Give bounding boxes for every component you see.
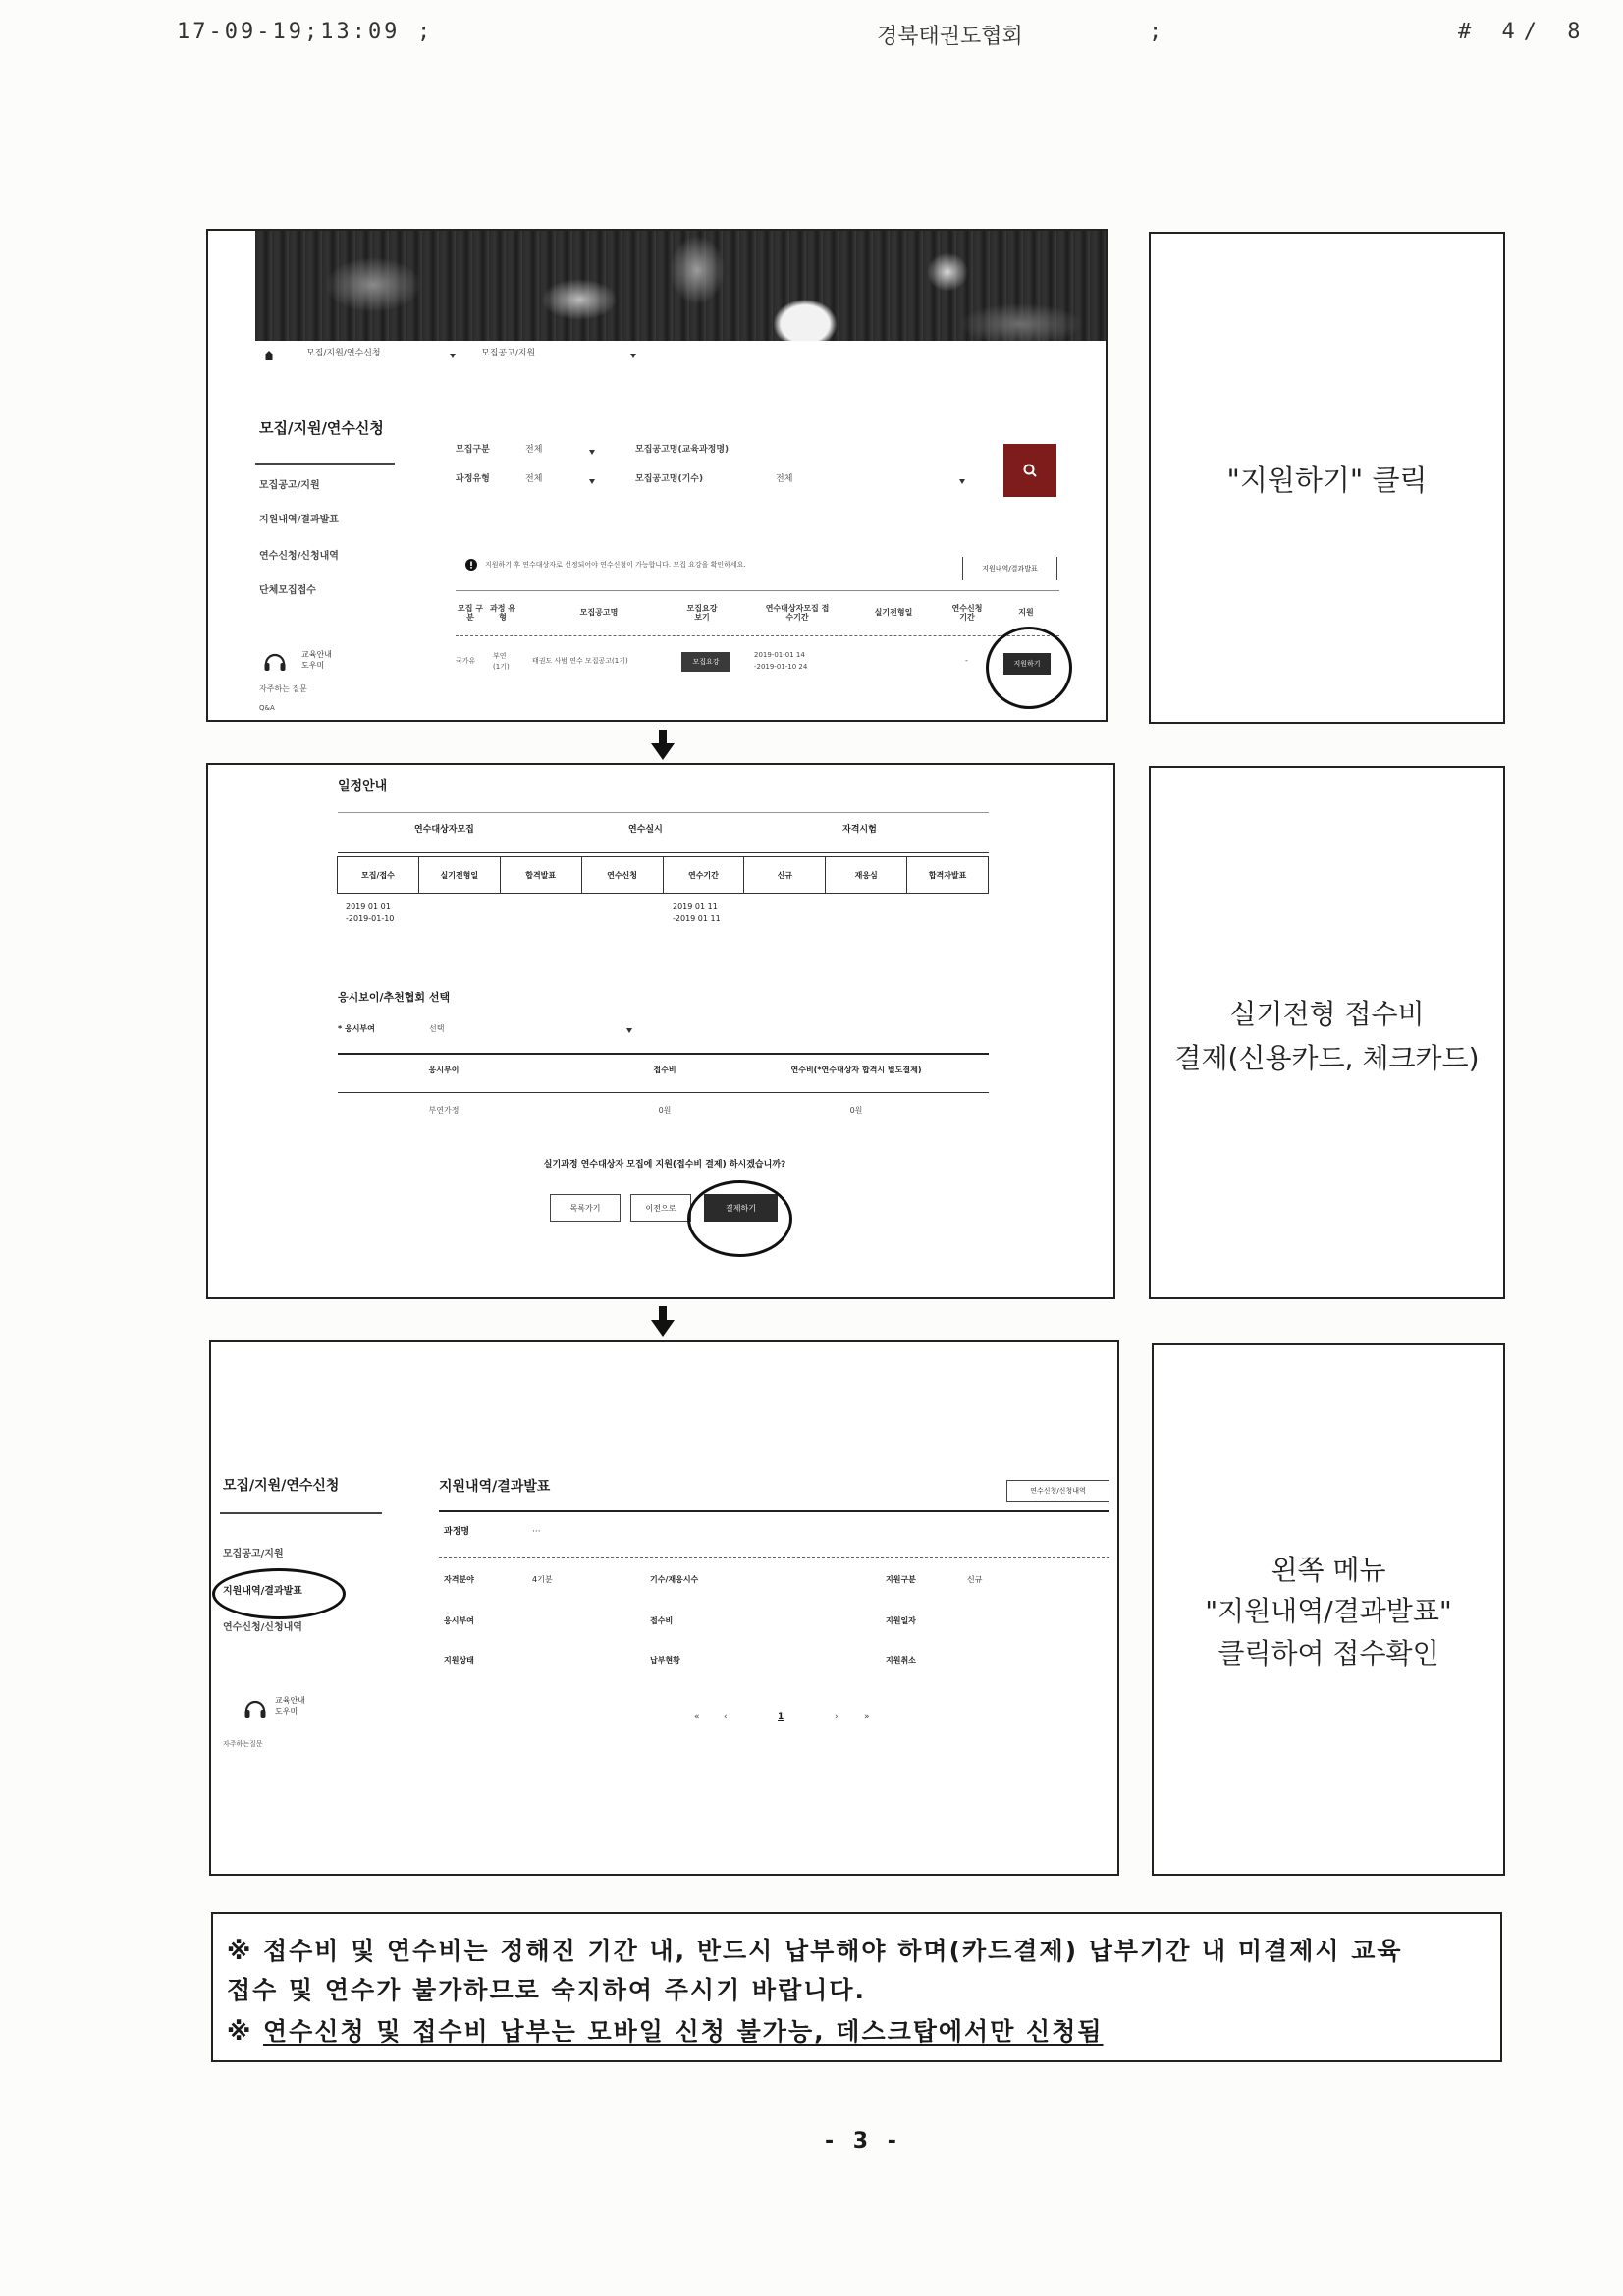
fee-header-fee: 접수비 xyxy=(653,1066,676,1074)
th-apply: 지원 xyxy=(1018,608,1034,618)
guide-button[interactable]: 모집요강 xyxy=(681,652,730,672)
col-new: 신규 xyxy=(743,856,826,894)
fee-header-training: 연수비(*연수대상자 합격시 별도결제) xyxy=(790,1066,922,1074)
row-period: 2019-01-01 14 xyxy=(754,651,805,659)
step2-caption-line: 결제(신용카드, 체크카드) xyxy=(1174,1042,1480,1074)
chevron-down-icon[interactable] xyxy=(589,450,595,455)
title-rule xyxy=(439,1510,1109,1512)
help-label[interactable]: 도우미 xyxy=(275,1707,298,1716)
th-apply-period: 연수신청 기간 xyxy=(951,603,983,622)
history-button[interactable]: 지원내역/결과발표 xyxy=(962,557,1057,580)
row-period: -2019-01-10 24 xyxy=(754,663,808,671)
table-top-rule xyxy=(456,590,1059,591)
type-label: 모집구분 xyxy=(456,445,490,455)
page-number: - 3 - xyxy=(825,2129,902,2154)
group-rule xyxy=(338,852,989,853)
notice-underlined: 연수신청 및 접수비 납부는 모바일 신청 불가능, 데스크탑에서만 신청됨 xyxy=(263,2017,1104,2046)
highlight-circle xyxy=(212,1568,346,1619)
notice-box xyxy=(211,1912,1502,2062)
sidebar-title: 모집/지원/연수신청 xyxy=(259,419,384,437)
breadcrumb-level1[interactable]: 모집/지원/연수신청 xyxy=(306,349,381,358)
faq-link[interactable]: 자주하는질문 xyxy=(223,1740,263,1748)
prev-button[interactable]: 이전으로 xyxy=(630,1194,691,1222)
page-next[interactable]: › xyxy=(835,1712,839,1722)
row-title[interactable]: 태권도 사범 연수 모집공고(1기) xyxy=(532,657,628,665)
fax-sender: 경북태권도협회 xyxy=(877,25,1023,49)
arrow-down-icon xyxy=(650,730,676,761)
help-label[interactable]: 교육안내 xyxy=(301,650,332,659)
schedule-title: 일정안내 xyxy=(338,779,388,793)
notice-line: 접수 및 연수가 불가하므로 숙지하여 주시기 바랍니다. xyxy=(227,1976,867,2004)
sidebar-item-training[interactable]: 연수신청/신청내역 xyxy=(223,1622,302,1633)
round-label: 모집공고명(기수) xyxy=(635,474,704,484)
page-first[interactable]: « xyxy=(694,1712,700,1722)
page-prev[interactable]: ‹ xyxy=(724,1712,728,1722)
course-label: 과정유형 xyxy=(456,474,490,484)
training-date: 2019 01 11 xyxy=(673,902,718,911)
training-history-button[interactable]: 연수신청/신청내역 xyxy=(1006,1480,1109,1502)
sidebar-item-recruit[interactable]: 모집공고/지원 xyxy=(223,1549,284,1559)
chevron-down-icon[interactable] xyxy=(626,1028,632,1033)
col-period: 연수기간 xyxy=(663,856,745,894)
list-button[interactable]: 목록가기 xyxy=(550,1194,621,1222)
th-title: 모집공고명 xyxy=(579,608,619,618)
home-icon[interactable] xyxy=(263,350,275,361)
page-last[interactable]: » xyxy=(864,1712,870,1722)
fax-separator: ; xyxy=(417,20,431,44)
banner-photo xyxy=(255,231,1106,341)
col-retake: 재응심 xyxy=(825,856,907,894)
step3-caption-line: 왼쪽 메뉴 xyxy=(1271,1554,1386,1586)
col-apply: 연수신청 xyxy=(581,856,664,894)
cancel-label[interactable]: 지원취소 xyxy=(886,1656,916,1665)
row-category: 국가유 xyxy=(456,657,476,665)
sidebar-item-training[interactable]: 연수신청/신청내역 xyxy=(259,551,339,562)
search-icon xyxy=(1022,463,1038,478)
step1-caption: "지원하기" 클릭 xyxy=(1226,464,1428,497)
fee-row-grant: 부연가정 xyxy=(428,1106,460,1115)
page-title: 지원내역/결과발표 xyxy=(439,1479,551,1495)
chevron-down-icon[interactable] xyxy=(630,354,636,358)
step3-caption-line: 클릭하여 접수확인 xyxy=(1217,1637,1439,1669)
qna-link[interactable]: Q&A xyxy=(259,704,275,712)
row-type: (1기) xyxy=(493,663,510,671)
select-title: 응시보이/추천협회 선택 xyxy=(338,991,451,1004)
col-recruit: 모집/접수 xyxy=(337,856,419,894)
help-label[interactable]: 교육안내 xyxy=(275,1696,305,1705)
course-label: 과정명 xyxy=(444,1527,470,1537)
type-select[interactable]: 전체 xyxy=(525,445,543,455)
confirm-question: 실기과정 연수대상자 모집에 지원(접수비 결제) 하시겠습니까? xyxy=(543,1160,786,1170)
course-rule xyxy=(439,1557,1109,1558)
step3-caption-line: "지원내역/결과발표" xyxy=(1205,1595,1452,1627)
step1-caption-box xyxy=(1149,232,1505,724)
kind-label: 지원구분 xyxy=(886,1575,916,1584)
fax-timestamp: 17-09-19;13:09 xyxy=(177,20,401,44)
schedule-columns xyxy=(338,856,989,894)
fee-top-rule xyxy=(338,1053,989,1055)
recruit-date: 2019 01 01 xyxy=(346,902,391,911)
sidebar-divider xyxy=(255,463,395,465)
chevron-down-icon[interactable] xyxy=(959,479,965,484)
sidebar-item-history[interactable]: 지원내역/결과발표 xyxy=(259,515,339,525)
step2-caption-box xyxy=(1149,766,1505,1299)
group-recruit: 연수대상자모집 xyxy=(414,825,474,835)
col-result: 합격발표 xyxy=(500,856,582,894)
info-icon xyxy=(465,559,477,571)
chevron-down-icon[interactable] xyxy=(589,479,595,484)
grant-label: 응시부여 xyxy=(444,1616,474,1625)
notice-line: ※ 접수비 및 연수비는 정해진 기간 내, 반드시 납부해야 하며(카드결제) 납부기간 내 미결제시 교육 xyxy=(227,1937,1403,1965)
round-label: 기수/재응시수 xyxy=(650,1575,699,1584)
round-select[interactable]: 전체 xyxy=(776,474,793,484)
sidebar-item-recruit[interactable]: 모집공고/지원 xyxy=(259,480,320,491)
fee-label: 접수비 xyxy=(650,1616,674,1625)
fax-page: # 4/ 8 xyxy=(1458,20,1590,44)
step2-screenshot xyxy=(206,763,1115,1299)
th-period: 연수대상자모집 접수기간 xyxy=(765,603,830,622)
th-guide: 모집요강 보기 xyxy=(686,603,718,622)
headset-icon[interactable] xyxy=(243,1698,267,1720)
col-pass: 합격자발표 xyxy=(906,856,989,894)
course-select[interactable]: 전체 xyxy=(525,474,543,484)
course-value: ··· xyxy=(532,1527,541,1537)
name-label: 모집공고명(교육과정명) xyxy=(635,445,730,455)
sidebar-item-history[interactable]: 지원내역/결과발표 xyxy=(223,1586,302,1597)
arrow-down-icon xyxy=(650,1306,676,1338)
fee-header-grant: 응시부이 xyxy=(428,1066,460,1074)
group-exam: 자격시험 xyxy=(842,825,877,835)
step1-screenshot xyxy=(206,229,1108,722)
notice-mark: ※ xyxy=(227,2017,253,2046)
status-label: 지원상태 xyxy=(444,1656,474,1665)
faq-link[interactable]: 자주하는 질문 xyxy=(259,684,307,693)
field-label: 자격분야 xyxy=(444,1575,474,1584)
sidebar-title: 모집/지원/연수신청 xyxy=(223,1478,340,1494)
group-training: 연수실시 xyxy=(628,825,663,835)
search-button[interactable] xyxy=(1003,444,1056,497)
pay-button[interactable]: 결제하기 xyxy=(704,1194,778,1222)
apply-button[interactable]: 지원하기 xyxy=(1003,653,1051,675)
notice-line xyxy=(227,2012,1104,2048)
page-current[interactable]: 1 xyxy=(778,1712,784,1722)
fax-separator: ; xyxy=(1149,20,1163,44)
schedule-top-rule xyxy=(338,812,989,813)
th-exam-date: 실기전형일 xyxy=(874,608,913,618)
step2-caption-line: 실기전형 접수비 xyxy=(1229,998,1425,1030)
select-label: * 응시부여 xyxy=(338,1024,375,1033)
training-date: -2019 01 11 xyxy=(673,914,721,923)
help-label[interactable]: 도우미 xyxy=(301,661,325,670)
field-value: 4기분 xyxy=(532,1575,553,1584)
step3-screenshot xyxy=(209,1340,1119,1876)
highlight-circle xyxy=(687,1180,792,1257)
fee-row-training: 0원 xyxy=(849,1106,863,1115)
row-apply-period: - xyxy=(965,656,968,665)
table-header-rule xyxy=(456,635,1059,636)
headset-icon[interactable] xyxy=(263,651,287,673)
payment-label: 납부현황 xyxy=(650,1656,680,1665)
fee-header-rule xyxy=(338,1092,989,1093)
recruit-date: -2019-01-10 xyxy=(346,914,395,923)
grant-select[interactable]: 선택 xyxy=(429,1024,445,1033)
th-type: 과정 유형 xyxy=(490,603,515,622)
notice-text: 지원하기 후 연수대상자로 선정되어야 연수신청이 가능합니다. 모집 요강을 확인하세요. xyxy=(485,561,746,569)
date-label: 지원일자 xyxy=(886,1616,916,1625)
th-category: 모집 구분 xyxy=(458,603,483,622)
step3-caption-box xyxy=(1152,1343,1505,1876)
col-exam-date: 실기전형일 xyxy=(418,856,501,894)
kind-value: 신규 xyxy=(967,1575,983,1584)
highlight-circle xyxy=(986,627,1072,709)
sidebar-divider xyxy=(220,1512,382,1514)
breadcrumb-level2[interactable]: 모집공고/지원 xyxy=(481,349,536,358)
sidebar-item-group[interactable]: 단체모집접수 xyxy=(259,585,316,596)
fee-row-fee: 0원 xyxy=(658,1106,672,1115)
row-type: 부연 xyxy=(493,652,507,660)
chevron-down-icon[interactable] xyxy=(450,354,456,358)
